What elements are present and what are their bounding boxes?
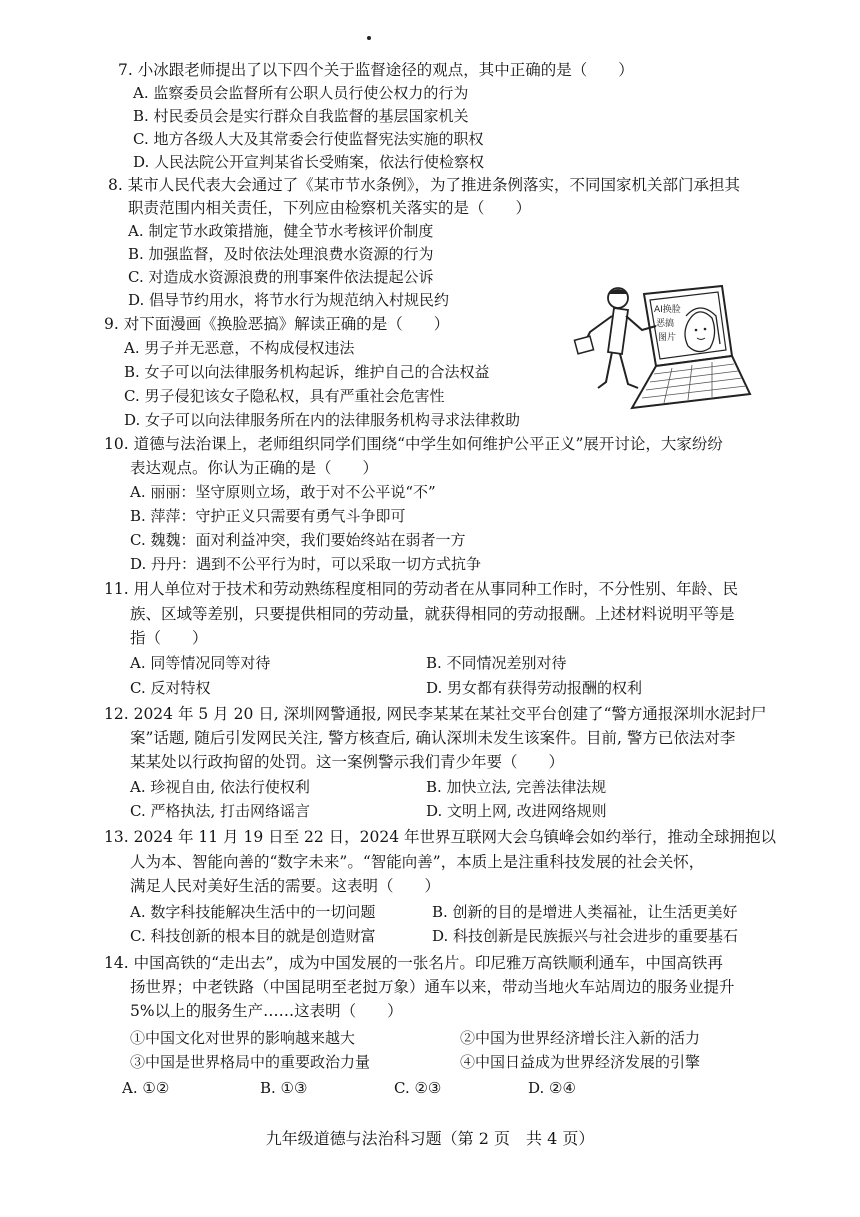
question-8-option-d: D. 倡导节约用水，将节水行为规范纳入村规民约 xyxy=(128,291,450,309)
question-12-option-a: A. 珍视自由, 依法行使权利 xyxy=(130,778,310,796)
question-12-stem-line-1: 12. 2024 年 5 月 20 日, 深圳网警通报, 网民李某某在某社交平台创建了“警方通报深圳水泥封尸 xyxy=(104,705,767,723)
question-9-option-c: C. 男子侵犯该女子隐私权，具有严重社会危害性 xyxy=(124,387,445,405)
question-10-option-c: C. 魏魏：面对利益冲突，我们要始终站在弱者一方 xyxy=(130,531,466,549)
question-12-stem-line-2: 案”话题, 随后引发网民关注, 警方核查后, 确认深圳未发生该案件。目前, 警方已依法对李 xyxy=(130,729,736,747)
question-11-option-c: C. 反对特权 xyxy=(130,679,211,697)
question-14-stem-line-1: 14. 中国高铁的“走出去”，成为中国发展的一张名片。印尼雅万高铁顺利通车，中国高铁再 xyxy=(104,954,723,972)
question-14-option-a: A. ①② xyxy=(122,1079,170,1097)
question-11-stem-line-1: 11. 用人单位对于技术和劳动熟练程度相同的劳动者在从事同种工作时，不分性别、年龄、民 xyxy=(104,580,739,598)
question-8-stem-line-2: 职责范围内相关责任，下列应由检察机关落实的是（ ） xyxy=(128,199,532,217)
question-13-stem-line-3: 满足人民对美好生活的需要。这表明（ ） xyxy=(130,877,441,895)
question-8-stem-line-1: 8. 某市人民代表大会通过了《某市节水条例》，为了推进条例落实，不同国家机关部门承担其 xyxy=(108,176,740,194)
question-13-option-c: C. 科技创新的根本目的就是创造财富 xyxy=(130,927,376,945)
question-10-option-a: A. 丽丽：坚守原则立场，敢于对不公平说“不” xyxy=(130,483,436,501)
question-8-option-b: B. 加强监督，及时依法处理浪费水资源的行为 xyxy=(128,245,434,263)
question-14-statement-3: ③中国是世界格局中的重要政治力量 xyxy=(130,1053,371,1071)
question-12-option-c: C. 严格执法, 打击网络谣言 xyxy=(130,802,311,820)
question-13-stem-line-1: 13. 2024 年 11 月 19 日至 22 日，2024 年世界互联网大会乌镇峰会如约举行，推动全球拥抱以 xyxy=(104,828,777,846)
question-14-option-d: D. ②④ xyxy=(528,1079,576,1097)
scan-dot xyxy=(367,36,371,40)
question-7-option-a: A. 监察委员会监督所有公职人员行使公权力的行为 xyxy=(133,84,469,102)
question-10-stem-line-1: 10. 道德与法治课上，老师组织同学们围绕“中学生如何维护公平正义”展开讨论，大家纷纷 xyxy=(104,435,723,453)
cartoon-face-swap-image xyxy=(572,282,752,412)
question-10-stem-line-2: 表达观点。你认为正确的是（ ） xyxy=(130,459,379,477)
question-13-option-b: B. 创新的目的是增进人类福祉，让生活更美好 xyxy=(432,903,738,921)
question-11-stem-line-3: 指（ ） xyxy=(130,629,208,647)
question-14-statement-2: ②中国为世界经济增长注入新的活力 xyxy=(460,1029,701,1047)
page-footer: 九年级道德与法治科习题（第 2 页 共 4 页） xyxy=(265,1129,595,1148)
question-11-stem-line-2: 族、区域等差别，只要提供相同的劳动量，就获得相同的劳动报酬。上述材料说明平等是 xyxy=(130,605,735,623)
question-9-option-b: B. 女子可以向法律服务机构起诉，维护自己的合法权益 xyxy=(124,363,490,381)
question-13-option-d: D. 科技创新是民族振兴与社会进步的重要基石 xyxy=(432,927,739,945)
cartoon-text-2: 恶搞 xyxy=(656,319,675,329)
question-8-option-c: C. 对造成水资源浪费的刑事案件依法提起公诉 xyxy=(128,268,434,286)
question-7-option-b: B. 村民委员会是实行群众自我监督的基层国家机关 xyxy=(133,107,469,125)
question-12-option-d: D. 文明上网, 改进网络规则 xyxy=(426,802,607,820)
question-13-stem-line-2: 人为本、智能向善的“数字未来”。“智能向善”，本质上是注重科技发展的社会关怀， xyxy=(130,853,705,871)
question-13-option-a: A. 数字科技能解决生活中的一切问题 xyxy=(130,903,376,921)
cartoon-text-3: 图片 xyxy=(658,333,677,343)
question-12-stem-line-3: 某某处以行政拘留的处罚。这一案例警示我们青少年要（ ） xyxy=(130,753,565,771)
question-7-stem: 7. 小冰跟老师提出了以下四个关于监督途径的观点，其中正确的是（ ） xyxy=(118,61,634,79)
question-8-option-a: A. 制定节水政策措施，健全节水考核评价制度 xyxy=(128,222,434,240)
question-14-statement-1: ①中国文化对世界的影响越来越大 xyxy=(130,1029,356,1047)
question-14-stem-line-3: 5%以上的服务生产……这表明（ ） xyxy=(130,1002,403,1020)
question-9-option-d: D. 女子可以向法律服务所在内的法律服务机构寻求法律救助 xyxy=(124,411,521,429)
question-14-stem-line-2: 扬世界；中老铁路（中国昆明至老挝万象）通车以来，带动当地火车站周边的服务业提升 xyxy=(130,978,735,996)
question-12-option-b: B. 加快立法, 完善法律法规 xyxy=(426,778,607,796)
question-9-stem: 9. 对下面漫画《换脸恶搞》解读正确的是（ ） xyxy=(104,315,450,333)
question-14-statement-4: ④中国日益成为世界经济发展的引擎 xyxy=(460,1053,701,1071)
question-11-option-a: A. 同等情况同等对待 xyxy=(130,654,271,672)
question-11-option-d: D. 男女都有获得劳动报酬的权利 xyxy=(426,679,643,697)
question-7-option-c: C. 地方各级人大及其常委会行使监督宪法实施的职权 xyxy=(133,130,484,148)
question-10-option-d: D. 丹丹：遇到不公平行为时，可以采取一切方式抗争 xyxy=(130,555,482,573)
question-10-option-b: B. 萍萍：守护正义只需要有勇气斗争即可 xyxy=(130,507,406,525)
question-7-option-d: D. 人民法院公开宣判某省长受贿案，依法行使检察权 xyxy=(133,153,485,171)
question-14-option-b: B. ①③ xyxy=(260,1079,308,1097)
cartoon-text-1: AI换脸 xyxy=(654,305,681,315)
question-14-option-c: C. ②③ xyxy=(394,1079,442,1097)
question-9-option-a: A. 男子并无恶意，不构成侵权违法 xyxy=(124,339,355,357)
question-11-option-b: B. 不同情况差别对待 xyxy=(426,654,567,672)
